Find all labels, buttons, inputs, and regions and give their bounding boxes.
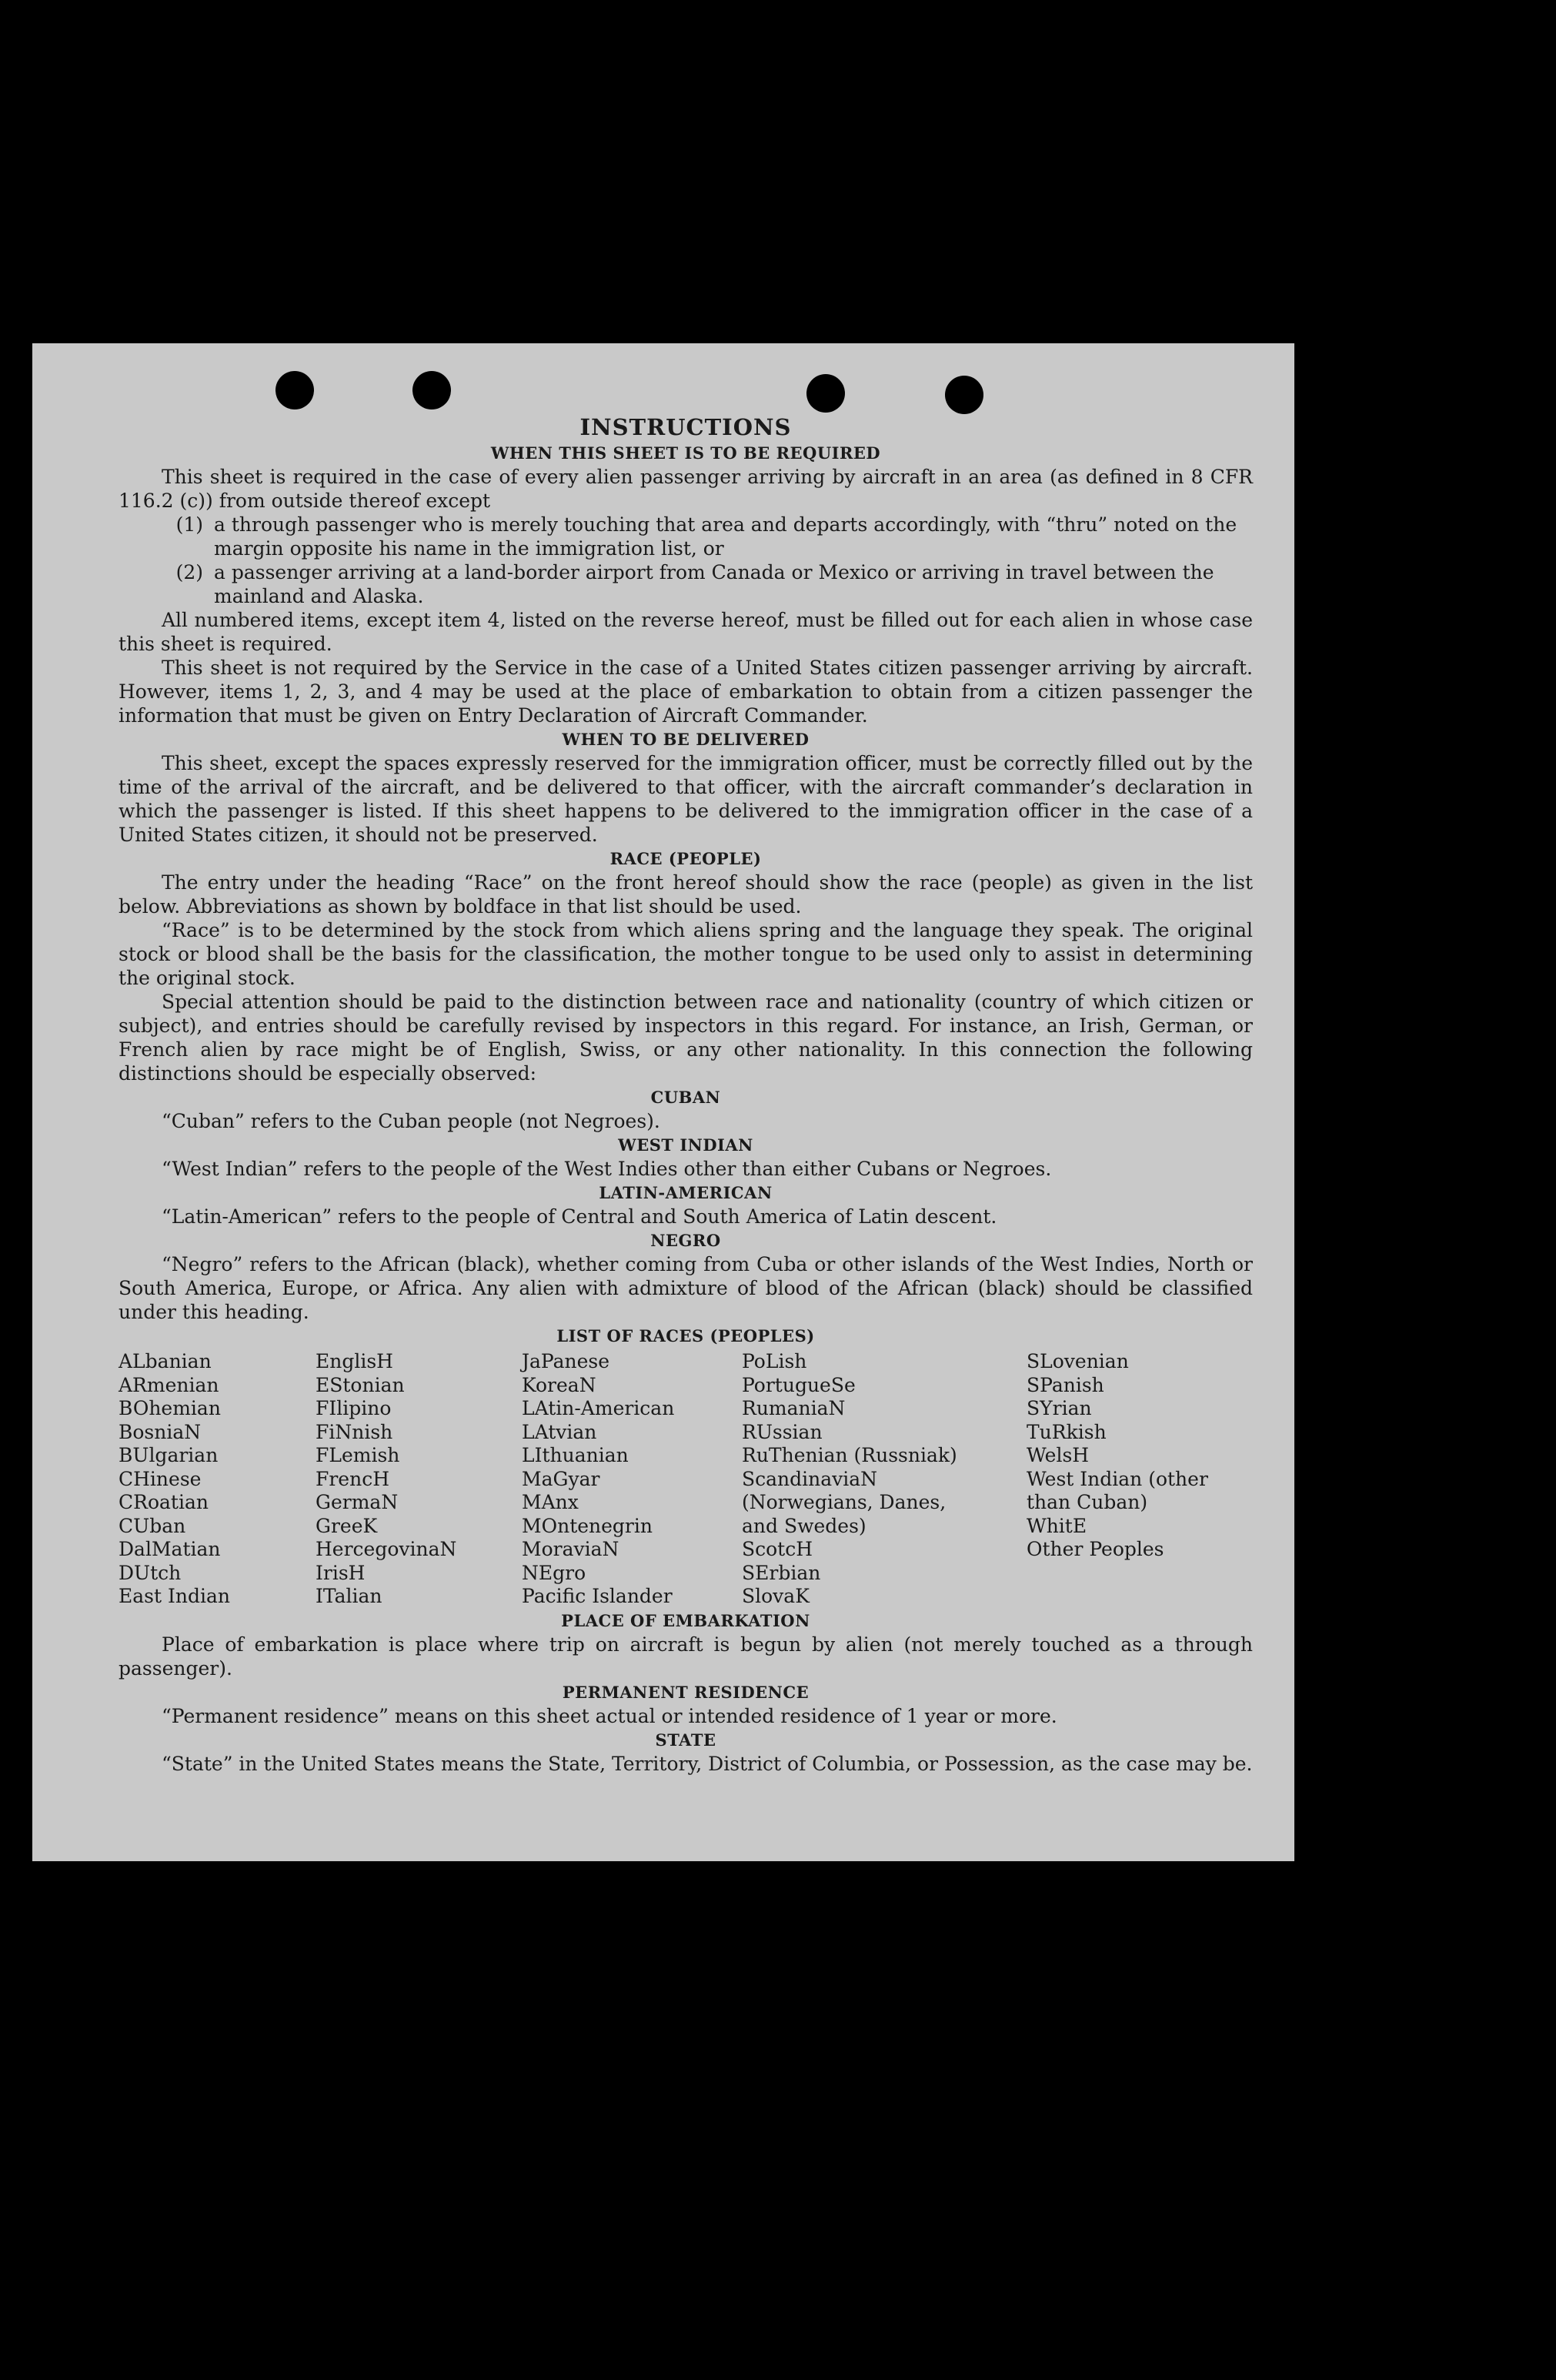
race-item: WhitE (1027, 1514, 1087, 1537)
race-item: MAnx (522, 1491, 579, 1513)
race-item: JaPanese (522, 1350, 610, 1372)
section-heading: WHEN TO BE DELIVERED (562, 730, 810, 749)
races-column (316, 1350, 522, 1609)
race-item: MoraviaN (522, 1538, 619, 1560)
race-item: CHinese (119, 1467, 202, 1490)
paragraph: “Latin-American” refers to the people of Central and South America of Latin descent. (162, 1205, 997, 1228)
paragraph: “West Indian” refers to the people of the West Indies other than either Cubans or Negroes. (162, 1158, 1052, 1180)
item-number: (1) (175, 513, 203, 536)
punch-hole (945, 376, 983, 414)
punch-hole (806, 374, 845, 413)
section-heading: NEGRO (650, 1231, 721, 1250)
section-heading: CUBAN (650, 1088, 721, 1107)
race-item: RUssian (742, 1420, 823, 1443)
race-item: ITalian (316, 1585, 382, 1607)
race-item: BOhemian (119, 1397, 221, 1419)
section-heading: LIST OF RACES (PEOPLES) (556, 1326, 815, 1345)
race-item: DUtch (119, 1561, 182, 1584)
race-item: MOntenegrin (522, 1514, 653, 1537)
section-heading: STATE (655, 1730, 716, 1750)
section-heading: RACE (PEOPLE) (609, 849, 762, 868)
race-item: NEgro (522, 1561, 586, 1584)
races-column (522, 1350, 742, 1609)
race-item: Other Peoples (1027, 1538, 1164, 1560)
race-item: GermaN (316, 1491, 399, 1513)
paragraph: This sheet is not required by the Service in the case of a United States citizen passenger arriving by aircraft. However, items 1, 2, 3, and 4 may be used at the place of embarkation to obtain from a citizen passenger the information that must be given on Entry Declaration of Aircraft Commander. (119, 657, 1253, 727)
paragraph: “Cuban” refers to the Cuban people (not Negroes). (162, 1110, 660, 1132)
race-item: DalMatian (119, 1538, 221, 1560)
race-item: WelsH (1027, 1444, 1090, 1466)
race-item: ScotcH (742, 1538, 813, 1560)
race-item: ALbanian (119, 1350, 212, 1372)
numbered-item (119, 560, 1253, 608)
race-item: GreeK (316, 1514, 378, 1537)
race-item: SPanish (1027, 1373, 1104, 1396)
item-text: a through passenger who is merely touching that area and departs accordingly, with “thru” noted on the margin opposite his name in the immigration list, or (214, 513, 1237, 560)
section-heading: LATIN-AMERICAN (599, 1183, 773, 1202)
race-item: PoLish (742, 1350, 807, 1372)
item-text: a passenger arriving at a land-border airport from Canada or Mexico or arriving in travel between the mainland and Alaska. (214, 561, 1214, 607)
section-heading: PERMANENT RESIDENCE (562, 1682, 810, 1702)
document-body (119, 414, 1253, 1776)
race-item: HercegovinaN (316, 1538, 457, 1560)
race-item: FLemish (316, 1444, 400, 1466)
race-item: West Indian (other than Cuban) (1027, 1467, 1208, 1513)
item-number: (2) (175, 561, 203, 583)
paragraph: Place of embarkation is place where trip on aircraft is begun by alien (not merely touched as a through passenger). (119, 1633, 1253, 1680)
race-item: PortugueSe (742, 1373, 856, 1396)
numbered-item (119, 513, 1253, 560)
race-item: CUban (119, 1514, 186, 1537)
race-item: SErbian (742, 1561, 821, 1584)
races-list (119, 1350, 1253, 1609)
paragraph: “Negro” refers to the African (black), whether coming from Cuba or other islands of the West Indies, North or South America, Europe, or Africa. Any alien with admixture of blood of the African (black) should be classified under this heading. (119, 1253, 1253, 1323)
punch-hole (412, 371, 451, 409)
punch-hole (275, 371, 314, 409)
race-item: LAtin-American (522, 1397, 675, 1419)
race-item: SlovaK (742, 1585, 810, 1607)
paragraph: “State” in the United States means the State, Territory, District of Columbia, or Possession, as the case may be. (162, 1752, 1253, 1775)
paragraph: The entry under the heading “Race” on the front hereof should show the race (people) as given in the list below. Abbreviations as shown by boldface in that list should be used. (119, 871, 1253, 918)
race-item: RumaniaN (742, 1397, 846, 1419)
race-item: CRoatian (119, 1491, 209, 1513)
race-item: ARmenian (119, 1373, 219, 1396)
races-column (742, 1350, 1027, 1609)
race-item: TuRkish (1027, 1420, 1107, 1443)
race-item: EnglisH (316, 1350, 393, 1372)
paragraph: All numbered items, except item 4, listed on the reverse hereof, must be filled out for each alien in whose case this sheet is required. (119, 609, 1253, 655)
race-item: SYrian (1027, 1397, 1092, 1419)
paragraph: This sheet is required in the case of every alien passenger arriving by aircraft in an area (as defined in 8 CFR 116.2 (c)) from outside thereof except (119, 466, 1253, 512)
race-item: BUlgarian (119, 1444, 219, 1466)
race-item: IrisH (316, 1561, 366, 1584)
race-item: FiNnish (316, 1420, 393, 1443)
race-item: LAtvian (522, 1420, 597, 1443)
race-item: SLovenian (1027, 1350, 1129, 1372)
races-column (1027, 1350, 1253, 1609)
race-item: ScandinaviaN (Norwegians, Danes, and Swedes) (742, 1467, 947, 1537)
section-heading: WHEN THIS SHEET IS TO BE REQUIRED (490, 443, 881, 463)
race-item: BosniaN (119, 1420, 202, 1443)
race-item: East Indian (119, 1585, 230, 1607)
race-item: RuThenian (Russniak) (742, 1444, 957, 1466)
paragraph: Special attention should be paid to the distinction between race and nationality (country of which citizen or subject), and entries should be carefully revised by inspectors in this regard. For instance, an Irish, German, or French alien by race might be of English, Swiss, or any other nationality. In this connection the following distinctions should be especially observed: (119, 991, 1253, 1085)
paragraph: “Race” is to be determined by the stock from which aliens spring and the language they speak. The original stock or blood shall be the basis for the classification, the mother tongue to be used only to assist in determining the original stock. (119, 919, 1253, 989)
races-column (119, 1350, 316, 1609)
paragraph: “Permanent residence” means on this sheet actual or intended residence of 1 year or more. (162, 1704, 1057, 1727)
section-heading: WEST INDIAN (618, 1135, 753, 1155)
race-item: EStonian (316, 1373, 405, 1396)
race-item: MaGyar (522, 1467, 600, 1490)
paragraph: This sheet, except the spaces expressly reserved for the immigration officer, must be correctly filled out by the time of the arrival of the aircraft, and be delivered to that officer, with the aircraft commander’s declaration in which the passenger is listed. If this sheet happens to be delivered to the immigration officer in the case of a United States citizen, it should not be preserved. (119, 752, 1253, 846)
race-item: KoreaN (522, 1373, 596, 1396)
section-heading: PLACE OF EMBARKATION (561, 1610, 810, 1630)
race-item: FIlipino (316, 1397, 392, 1419)
instruction-sheet (32, 343, 1294, 1861)
race-item: LIthuanian (522, 1444, 629, 1466)
race-item: FrencH (316, 1467, 389, 1490)
page-title: INSTRUCTIONS (579, 414, 792, 440)
race-item: Pacific Islander (522, 1585, 673, 1607)
